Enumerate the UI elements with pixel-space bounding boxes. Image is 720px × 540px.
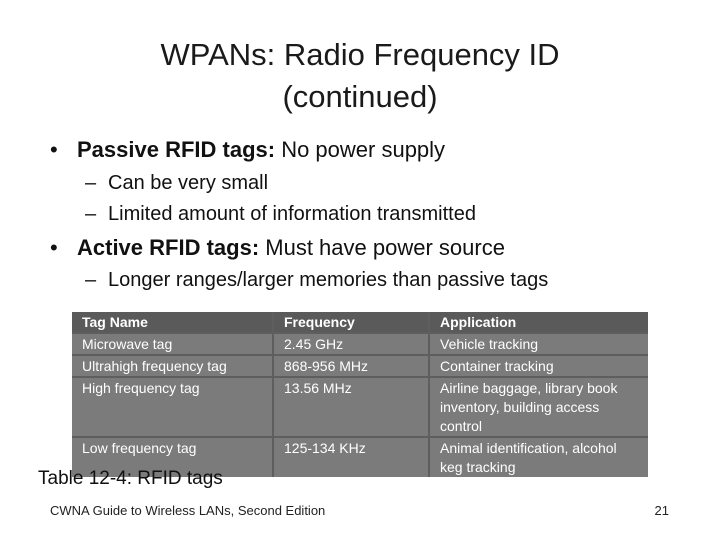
table-row <box>72 377 648 437</box>
page-number: 21 <box>654 503 669 518</box>
table-header-row <box>72 312 648 333</box>
header-frequency: Frequency <box>273 312 429 333</box>
bullet-heading: Passive RFID tags: <box>77 137 276 162</box>
table-row <box>72 355 648 377</box>
table-row <box>72 333 648 355</box>
table-cell: 868-956 MHz <box>273 355 429 377</box>
slide-title <box>0 34 720 118</box>
table-cell: 13.56 MHz <box>273 377 429 437</box>
table-caption: Table 12-4: RFID tags <box>38 468 223 489</box>
header-tag-name: Tag Name <box>72 312 273 333</box>
sub-bullet-text: Longer ranges/larger memories than passive tags <box>108 269 549 291</box>
table-cell: Low frequency tag <box>72 437 273 477</box>
table-cell: Airline baggage, library book inventory, building access control <box>429 377 648 437</box>
table-cell: Vehicle tracking <box>429 333 648 355</box>
sub-bullet-text: Limited amount of information transmitted <box>108 203 476 225</box>
table-cell: Animal identification, alcohol keg tracking <box>429 437 648 477</box>
footer-text: CWNA Guide to Wireless LANs, Second Edition <box>50 503 326 518</box>
dash-icon: – <box>85 172 97 194</box>
header-application: Application <box>429 312 648 333</box>
rfid-tags-table <box>72 312 648 477</box>
dash-icon: – <box>85 203 97 225</box>
bullet-icon: • <box>50 137 58 162</box>
sub-bullet-text: Can be very small <box>108 172 269 194</box>
dash-icon: – <box>85 269 97 291</box>
slide-title-line-1: WPANs: Radio Frequency ID <box>160 37 560 72</box>
slide-title-line-2: (continued) <box>282 79 438 114</box>
table-cell: 2.45 GHz <box>273 333 429 355</box>
table-cell: 125-134 KHz <box>273 437 429 477</box>
table-cell: High frequency tag <box>72 377 273 437</box>
table-cell: Container tracking <box>429 355 648 377</box>
table-cell: Ultrahigh frequency tag <box>72 355 273 377</box>
bullet-text: Must have power source <box>259 235 505 260</box>
table-cell: Microwave tag <box>72 333 273 355</box>
bullet-heading: Active RFID tags: <box>77 235 260 260</box>
bullet-text: No power supply <box>275 137 446 162</box>
bullet-icon: • <box>50 235 58 260</box>
